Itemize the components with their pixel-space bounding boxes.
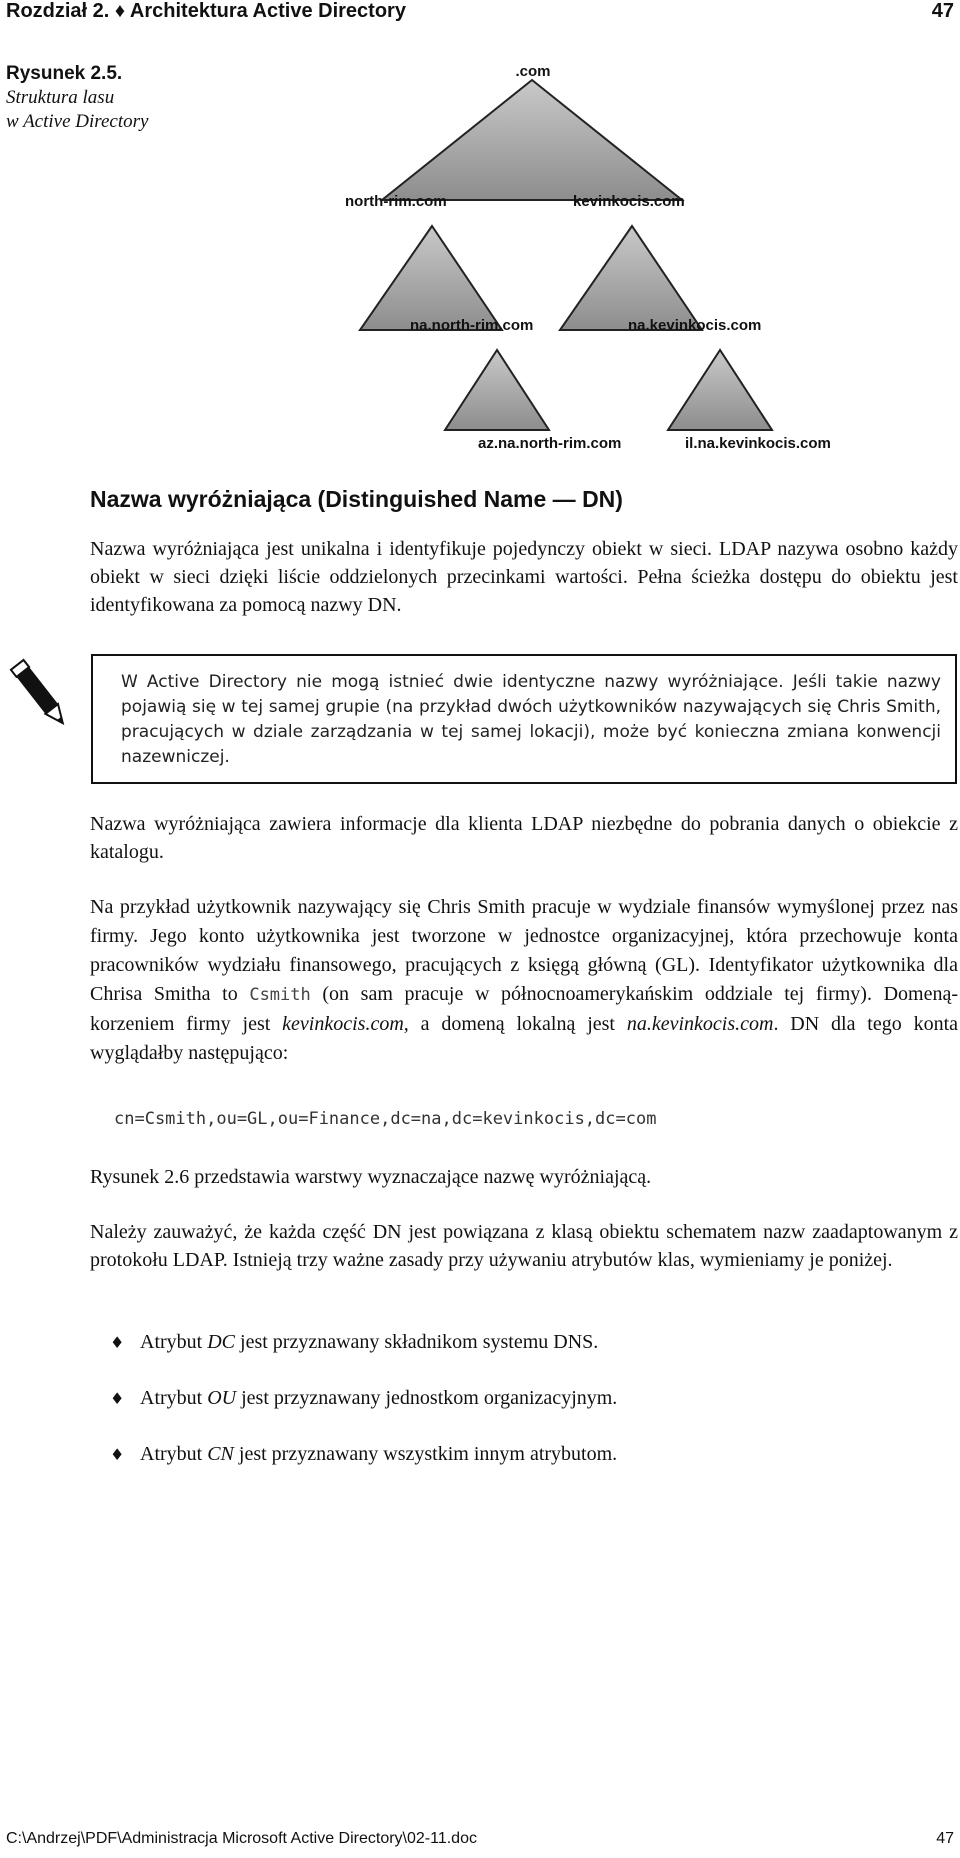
- bullet-term: DC: [207, 1331, 236, 1353]
- node-right-grandchild: il.na.kevinkocis.com: [685, 435, 831, 452]
- list-item: [110, 1328, 598, 1357]
- node-left-child: na.north-rim.com: [410, 317, 534, 334]
- bullet-term: OU: [207, 1387, 237, 1409]
- bullet-text-pre: Atrybut: [140, 1331, 208, 1353]
- paragraph-3-part-b: (on sam pracuje w północnoamerykańskim oddziale tej firmy). Domeną-korzeniem firmy jest: [90, 983, 958, 1035]
- bullet-diamond: ♦: [110, 1389, 125, 1408]
- file-path: C:\Andrzej\PDF\Administracja Microsoft Active Directory\02-11.doc: [6, 1830, 477, 1847]
- figure-caption: [6, 62, 148, 134]
- figure-caption-line-1: Struktura lasu: [6, 87, 115, 108]
- left-child-triangle: [445, 350, 549, 430]
- note-text: W Active Directory nie mogą istnieć dwie identyczne nazwy wyróżniające. Jeśli takie nazwy pojawią się w tej samej grupie (na przykład dwóch użytkowników nazywających się Chris Smith, pracujących w dziale zarządzania w tej samej lokacji), może być konieczna zmiana konwencji nazewniczej.: [121, 672, 941, 767]
- page-footer: [6, 1830, 954, 1848]
- list-item: [110, 1440, 617, 1469]
- paragraph-3-part-c: , a domeną lokalną jest: [403, 1013, 627, 1035]
- left-tree-triangle: [360, 226, 502, 330]
- paragraph-3: [90, 893, 958, 1068]
- paragraph-5: Należy zauważyć, że każda część DN jest powiązana z klasą obiektu schematem nazw zaadaptowanym z protokołu LDAP. Istnieją trzy ważne zasady przy używaniu atrybutów klas, wymieniamy je poniżej.: [90, 1221, 958, 1271]
- figure-number: Rysunek 2.5.: [6, 63, 123, 84]
- bullet-term: CN: [207, 1443, 234, 1465]
- root-domain: kevinkocis.com: [282, 1013, 404, 1035]
- user-id-code: Csmith: [249, 985, 311, 1005]
- right-child-triangle: [668, 350, 772, 430]
- page-header: [0, 0, 960, 24]
- node-left-grandchild: az.na.north-rim.com: [478, 435, 622, 452]
- note-box: [91, 654, 957, 784]
- bullet-text-pre: Atrybut: [140, 1443, 208, 1465]
- paragraph-1: Nazwa wyróżniająca jest unikalna i identyfikuje pojedynczy obiekt w sieci. LDAP nazywa osobno każdy obiekt w sieci dzięki liście oddzielonych przecinkami wartości. Pełna ścieżka dostępu do obiektu jest identyfikowana za pomocą nazwy DN.: [90, 538, 958, 616]
- figure-caption-line-2: w Active Directory: [6, 111, 149, 132]
- local-domain: na.kevinkocis.com: [626, 1013, 774, 1035]
- paragraph-4: Rysunek 2.6 przedstawia warstwy wyznaczające nazwę wyróżniającą.: [90, 1166, 652, 1188]
- page-number: 47: [931, 0, 954, 22]
- chapter-title: Rozdział 2. ♦ Architektura Active Directory: [6, 0, 406, 22]
- paragraph-2: Nazwa wyróżniająca zawiera informacje dla klienta LDAP niezbędne do pobrania danych o obiekcie z katalogu.: [90, 813, 958, 863]
- bullet-diamond: ♦: [110, 1445, 125, 1464]
- forest-diagram: [330, 58, 870, 458]
- right-tree-triangle: [560, 226, 702, 330]
- root-tree-triangle: [382, 80, 682, 200]
- dn-code-example: cn=Csmith,ou=GL,ou=Finance,dc=na,dc=kevinkocis,dc=com: [114, 1109, 657, 1129]
- node-right-child: na.kevinkocis.com: [628, 317, 762, 334]
- bullet-diamond: ♦: [110, 1333, 125, 1352]
- bullet-text-post: jest przyznawany składnikom systemu DNS.: [235, 1331, 599, 1353]
- bullet-text-post: jest przyznawany wszystkim innym atrybutom.: [233, 1443, 618, 1465]
- node-right: kevinkocis.com: [573, 193, 685, 210]
- node-root: .com: [515, 63, 551, 80]
- paragraph-3-part-a: Na przykład użytkownik nazywający się Chris Smith pracuje w wydziale finansów wymyślonej przez nas firmy. Jego konto użytkownika jest tworzone w jednostce organizacyjnej, która przechowuje konta pracowników wydziału finansowego, pracujących z księgą główną (GL). Identyfikator użytkownika dla Chrisa Smitha to: [90, 896, 958, 1005]
- pencil-icon: [4, 655, 76, 733]
- node-left: north-rim.com: [345, 193, 447, 210]
- paragraph-3-part-d: . DN dla tego konta wyglądałby następująco:: [90, 1013, 959, 1064]
- footer-page-number: 47: [936, 1830, 954, 1847]
- list-item: [110, 1384, 617, 1413]
- bullet-text-pre: Atrybut: [140, 1387, 208, 1409]
- section-title: Nazwa wyróżniająca (Distinguished Name — DN): [90, 486, 623, 512]
- bullet-text-post: jest przyznawany jednostkom organizacyjnym.: [236, 1387, 618, 1409]
